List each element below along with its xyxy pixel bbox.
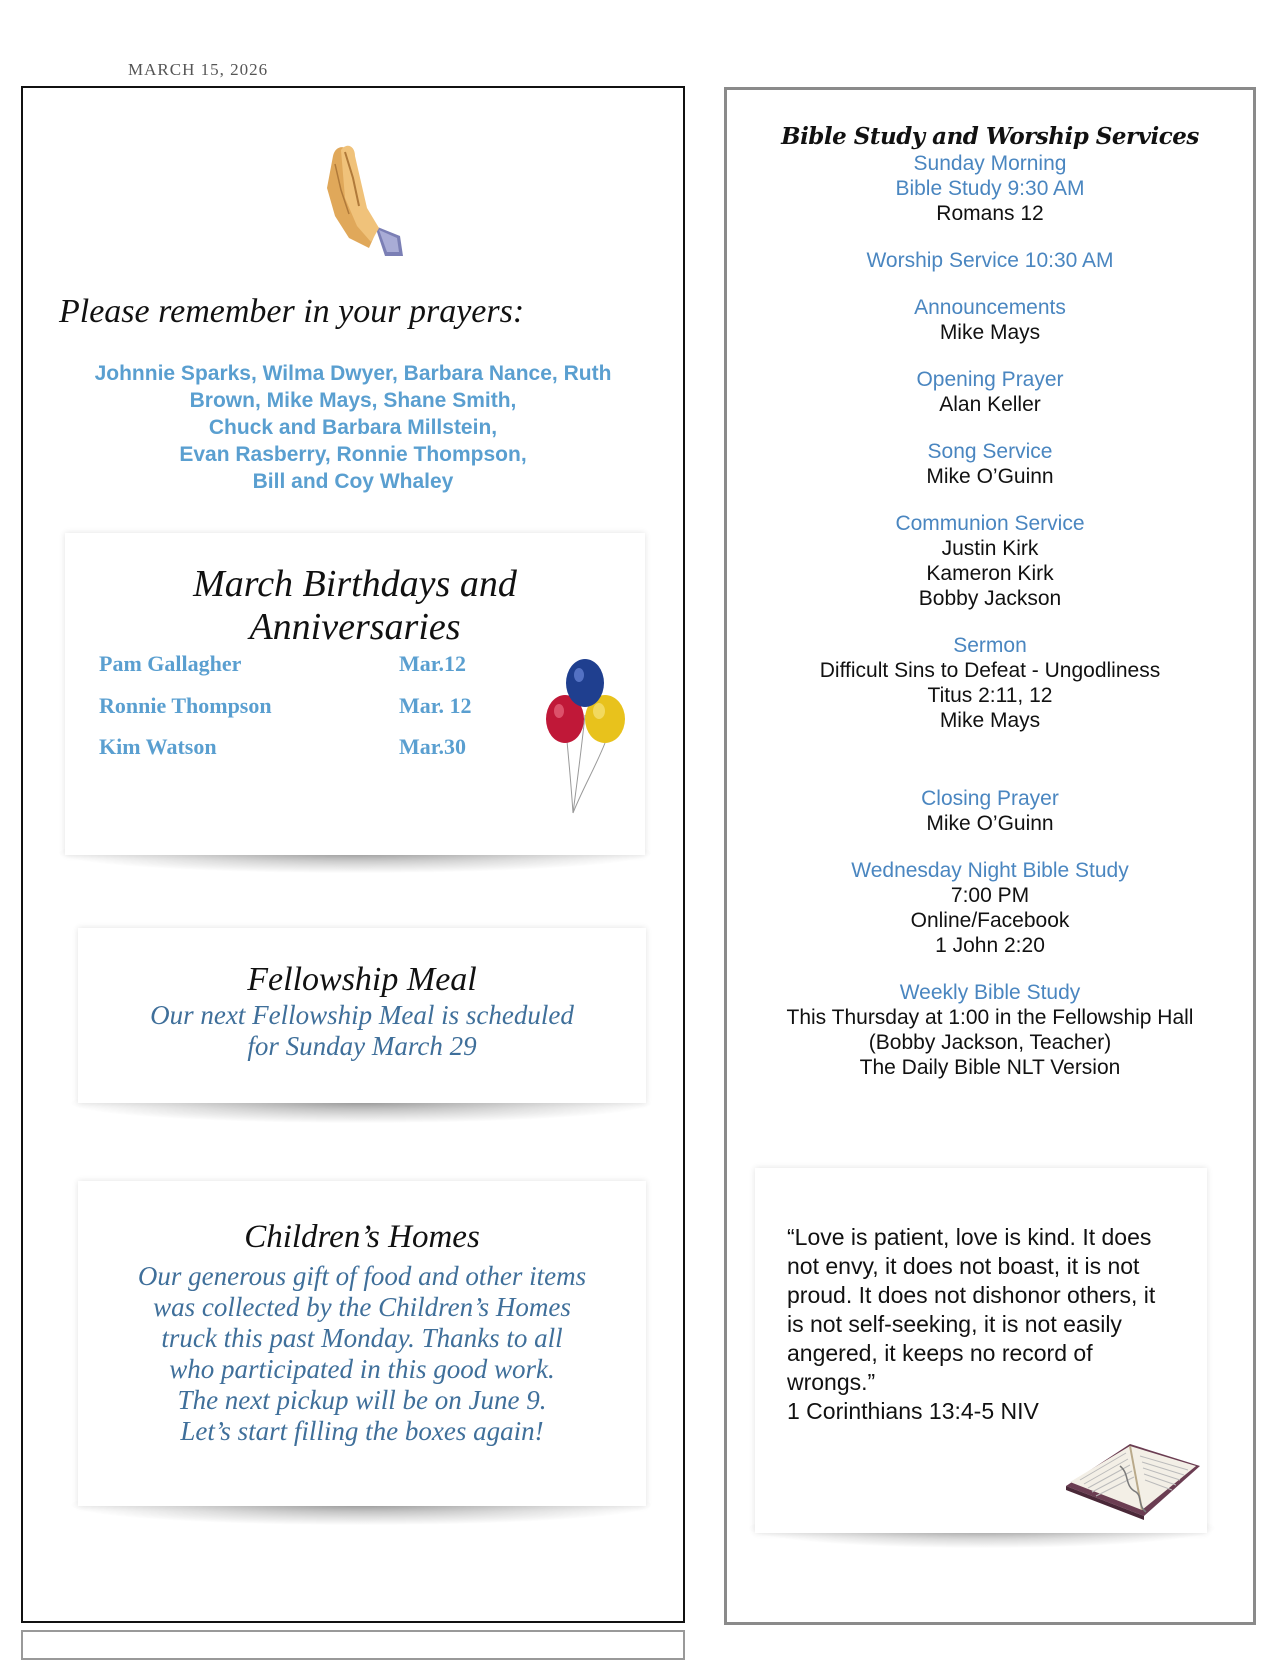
sermon xyxy=(727,633,1253,733)
song-service-name: Mike O’Guinn xyxy=(926,465,1054,488)
sermon-scripture: Titus 2:11, 12 xyxy=(927,684,1053,707)
birthdays-card xyxy=(65,533,645,855)
bible-study-time: Bible Study 9:30 AM xyxy=(895,177,1085,200)
prayer-names xyxy=(63,360,643,495)
communion-name: Bobby Jackson xyxy=(918,587,1062,610)
birthday-name: Ronnie Thompson xyxy=(99,693,272,718)
birthday-date: Mar. 12 xyxy=(399,693,472,718)
childrens-homes-title: Children’s Homes xyxy=(244,1219,480,1255)
prayer-names-line: Johnnie Sparks, Wilma Dwyer, Barbara Nance, Ruth xyxy=(94,362,612,385)
childrens-homes-line: Our generous gift of food and other items xyxy=(137,1261,587,1291)
birthday-name: Kim Watson xyxy=(99,734,217,759)
communion-service xyxy=(727,511,1253,611)
prayer-names-line: Evan Rasberry, Ronnie Thompson, xyxy=(179,443,527,466)
left-column xyxy=(21,86,685,1623)
communion-label: Communion Service xyxy=(895,512,1085,535)
fellowship-body xyxy=(118,1000,606,1062)
prayer-names-line: Chuck and Barbara Millstein, xyxy=(208,416,498,439)
worship-service-time: Worship Service 10:30 AM xyxy=(866,249,1114,272)
childrens-homes-line: Let’s start filling the boxes again! xyxy=(180,1416,544,1446)
opening-prayer-label: Opening Prayer xyxy=(916,368,1064,391)
worship-service xyxy=(727,248,1253,273)
communion-name: Kameron Kirk xyxy=(926,562,1054,585)
sermon-speaker: Mike Mays xyxy=(939,709,1041,732)
closing-prayer xyxy=(727,786,1253,836)
weekly-bible-study xyxy=(727,980,1253,1080)
verse-text xyxy=(787,1223,1187,1426)
opening-prayer xyxy=(727,367,1253,417)
services-list xyxy=(727,123,1253,1080)
bulletin-date: MARCH 15, 2026 xyxy=(128,60,269,79)
birthday-name: Pam Gallagher xyxy=(99,651,242,676)
services-title: Bible Study and Worship Services xyxy=(781,123,1199,150)
fellowship-card xyxy=(78,928,646,1103)
wednesday-location: Online/Facebook xyxy=(910,909,1070,932)
opening-prayer-name: Alan Keller xyxy=(939,393,1041,416)
birthdays-title-line: Anniversaries xyxy=(249,606,461,648)
weekly-line: This Thursday at 1:00 in the Fellowship Hall xyxy=(786,1006,1194,1029)
bible-study-text: Romans 12 xyxy=(936,202,1044,225)
weekly-line: (Bobby Jackson, Teacher) xyxy=(868,1031,1112,1054)
closing-prayer-label: Closing Prayer xyxy=(921,787,1059,810)
next-page-edge xyxy=(21,1630,685,1660)
verse-card xyxy=(755,1168,1207,1533)
childrens-homes-line: who participated in this good work. xyxy=(169,1354,555,1384)
prayer-names-line: Brown, Mike Mays, Shane Smith, xyxy=(189,389,517,412)
childrens-homes-line: The next pickup will be on June 9. xyxy=(177,1385,547,1415)
wednesday-bible-study xyxy=(727,858,1253,958)
announcements-name: Mike Mays xyxy=(939,321,1041,344)
announcements-label: Announcements xyxy=(914,296,1066,319)
communion-name: Justin Kirk xyxy=(941,537,1039,560)
sermon-title: Difficult Sins to Defeat - Ungodliness xyxy=(819,659,1161,682)
birthdays-title xyxy=(65,563,645,649)
birthday-date: Mar.30 xyxy=(399,734,467,759)
sermon-label: Sermon xyxy=(953,634,1027,657)
sunday-bible-study xyxy=(727,151,1253,226)
verse-reference: 1 Corinthians 13:4-5 NIV xyxy=(787,1398,1039,1424)
childrens-homes-line: truck this past Monday. Thanks to all xyxy=(161,1323,563,1353)
wednesday-label: Wednesday Night Bible Study xyxy=(851,859,1129,882)
closing-prayer-name: Mike O’Guinn xyxy=(926,812,1054,835)
prayer-names-line: Bill and Coy Whaley xyxy=(252,470,454,493)
childrens-homes-body xyxy=(96,1261,628,1447)
balloons-icon xyxy=(535,653,635,823)
right-column xyxy=(724,87,1256,1625)
verse-line: wrongs.” xyxy=(787,1369,876,1395)
birthdays-title-line: March Birthdays and xyxy=(193,563,517,605)
announcements xyxy=(727,295,1253,345)
praying-hands-icon xyxy=(305,138,405,258)
verse-line: is not self-seeking, it is not easily xyxy=(787,1311,1122,1337)
weekly-line: The Daily Bible NLT Version xyxy=(859,1056,1121,1079)
fellowship-body-line: for Sunday March 29 xyxy=(247,1031,477,1061)
childrens-homes-line: was collected by the Children’s Homes xyxy=(153,1292,571,1322)
fellowship-title: Fellowship Meal xyxy=(247,961,477,998)
verse-line: proud. It does not dishonor others, it xyxy=(787,1282,1156,1308)
open-bible-icon xyxy=(1060,1426,1205,1521)
verse-line: angered, it keeps no record of xyxy=(787,1340,1093,1366)
wednesday-scripture: 1 John 2:20 xyxy=(935,934,1045,957)
sunday-morning-label: Sunday Morning xyxy=(913,152,1067,175)
birthday-date: Mar.12 xyxy=(399,651,467,676)
verse-line: not envy, it does not boast, it is not xyxy=(787,1253,1140,1279)
song-service-label: Song Service xyxy=(927,440,1053,463)
verse-line: “Love is patient, love is kind. It does xyxy=(787,1224,1152,1250)
weekly-label: Weekly Bible Study xyxy=(899,981,1081,1004)
song-service xyxy=(727,439,1253,489)
fellowship-body-line: Our next Fellowship Meal is scheduled xyxy=(150,1000,574,1030)
prayer-heading: Please remember in your prayers: xyxy=(59,293,525,330)
childrens-homes-card xyxy=(78,1181,646,1506)
wednesday-time: 7:00 PM xyxy=(950,884,1030,907)
